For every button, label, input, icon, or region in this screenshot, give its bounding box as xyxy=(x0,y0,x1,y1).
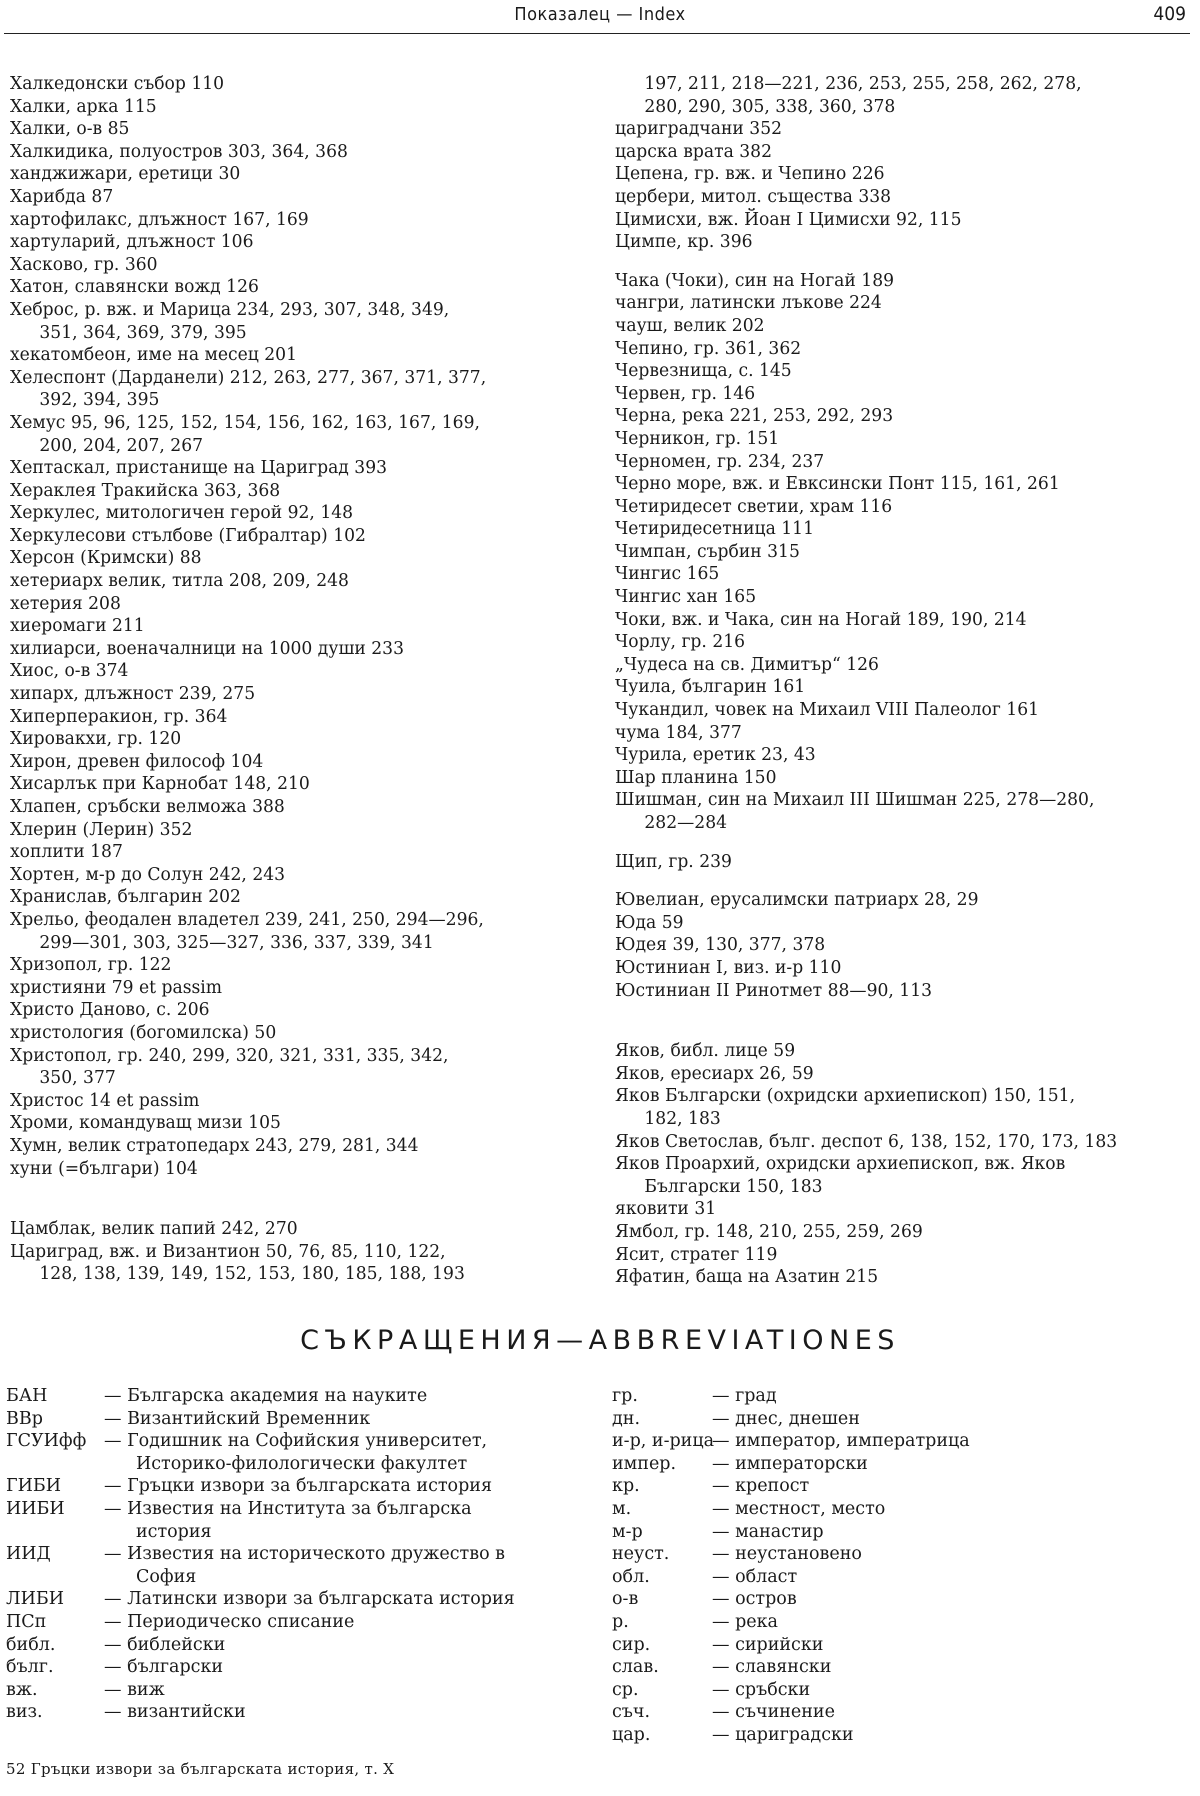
index-entry-line: Хризопол, гр. 122 xyxy=(10,955,172,976)
index-entry xyxy=(10,1241,588,1286)
abbreviation-term: обл. xyxy=(612,1566,650,1587)
abbreviation-row xyxy=(612,1453,1172,1476)
index-entry-line: хоплити 187 xyxy=(10,842,123,863)
index-entry xyxy=(10,141,588,164)
index-entry xyxy=(615,518,1193,541)
abbreviation-row xyxy=(6,1701,586,1724)
index-entry-line: хипарх, длъжност 239, 275 xyxy=(10,684,256,705)
index-entry-line: Чимпан, сърбин 315 xyxy=(615,541,800,562)
index-entry-line: Хиперперакион, гр. 364 xyxy=(10,706,228,727)
index-entry xyxy=(10,1022,588,1045)
index-entry-line: Халкидика, полуостров 303, 364, 368 xyxy=(10,141,348,162)
abbreviation-definition: — река xyxy=(712,1611,778,1632)
index-entry xyxy=(615,744,1193,767)
abbreviation-definition: — Латински извори за българската история xyxy=(104,1589,515,1610)
index-entry xyxy=(615,609,1193,632)
index-entry-line: хартофилакс, длъжност 167, 169 xyxy=(10,209,309,230)
index-entry-line: Шар планина 150 xyxy=(615,767,777,788)
index-entry xyxy=(615,383,1193,406)
index-entry xyxy=(10,480,588,503)
index-entry xyxy=(615,428,1193,451)
abbreviation-row xyxy=(612,1611,1172,1634)
abbreviation-definition: — манастир xyxy=(712,1521,824,1542)
index-entry xyxy=(615,1266,1193,1289)
index-entry-line: Хроми, командуващ мизи 105 xyxy=(10,1113,281,1134)
index-entry xyxy=(615,912,1193,935)
index-entry xyxy=(615,73,1193,118)
index-entry xyxy=(10,502,588,525)
index-entry xyxy=(10,864,588,887)
index-entry xyxy=(615,1153,1193,1198)
index-entry-line: Хиос, о-в 374 xyxy=(10,661,129,682)
index-entry xyxy=(10,231,588,254)
index-entry xyxy=(10,773,588,796)
index-entry xyxy=(615,270,1193,293)
abbreviation-definition: — цариградски xyxy=(712,1724,854,1745)
abbreviation-definition: — славянски xyxy=(712,1657,832,1678)
abbreviation-definition: Историко-филологически факултет xyxy=(136,1453,468,1474)
index-entry xyxy=(615,496,1193,519)
index-entry-line: Хранислав, българин 202 xyxy=(10,887,241,908)
index-entry xyxy=(615,699,1193,722)
index-entry xyxy=(10,96,588,119)
index-entry-line: Четиридесетница 111 xyxy=(615,519,814,540)
index-entry-line: Хлерин (Лерин) 352 xyxy=(10,819,193,840)
index-entry-line: Хисарлък при Карнобат 148, 210 xyxy=(10,774,310,795)
index-entry-line: Юда 59 xyxy=(615,912,684,933)
index-entry xyxy=(615,889,1193,912)
index-entry xyxy=(615,789,1193,834)
index-entry-line: Чуила, българин 161 xyxy=(615,677,806,698)
index-entry-line: Халкедонски събор 110 xyxy=(10,74,225,94)
index-entry-line: Червен, гр. 146 xyxy=(615,383,756,404)
index-entry xyxy=(615,957,1193,980)
index-entry-line: христология (богомилска) 50 xyxy=(10,1022,277,1043)
index-entry-line: Хрельо, феодален владетел 239, 241, 250, 294—296, xyxy=(10,909,484,930)
abbreviation-term: слав. xyxy=(612,1657,659,1678)
index-entry xyxy=(10,73,588,96)
index-entry-line: Цамблак, велик папий 242, 270 xyxy=(10,1219,298,1240)
abbreviation-definition: — български xyxy=(104,1657,224,1678)
index-entry-line: цербери, митол. същества 338 xyxy=(615,186,892,207)
abbreviation-row xyxy=(612,1475,1172,1498)
index-entry xyxy=(10,638,588,661)
abbreviation-term: и-р, и-рица xyxy=(612,1431,715,1452)
index-entry-line: яковити 31 xyxy=(615,1199,717,1220)
index-entry xyxy=(10,593,588,616)
index-entry-line: Хасково, гр. 360 xyxy=(10,254,158,275)
abbreviation-row xyxy=(6,1475,586,1498)
index-entry-line: Хирон, древен философ 104 xyxy=(10,751,264,772)
index-entry-line: Хлапен, сръбски велможа 388 xyxy=(10,797,285,817)
abbreviation-row xyxy=(6,1430,586,1453)
index-entry-line: Чака (Чоки), син на Ногай 189 xyxy=(615,270,895,291)
index-entry xyxy=(615,1063,1193,1086)
abbreviation-row xyxy=(612,1543,1172,1566)
index-entry-line: хиеромаги 211 xyxy=(10,616,145,637)
index-entry xyxy=(10,660,588,683)
index-entry xyxy=(615,209,1193,232)
index-entry-line: Черно море, вж. и Евксински Понт 115, 161, 261 xyxy=(615,474,1060,495)
page-number: 409 xyxy=(1153,3,1186,25)
index-entry-continuation: 197, 211, 218—221, 236, 253, 255, 258, 262, 278, xyxy=(644,74,1082,94)
abbreviation-definition: София xyxy=(136,1566,197,1587)
index-entry-line: християни 79 et passim xyxy=(10,977,223,998)
index-entry-line: Цимпе, кр. 396 xyxy=(615,232,753,253)
abbreviation-term: ПСп xyxy=(6,1611,47,1632)
abbreviations-column-left xyxy=(6,1385,586,1724)
index-entry xyxy=(615,1221,1193,1244)
abbreviation-row xyxy=(612,1385,1172,1408)
index-entry xyxy=(10,186,588,209)
index-entry-line: Червезнища, с. 145 xyxy=(615,361,792,382)
index-entry-line: Харибда 87 xyxy=(10,186,114,207)
index-entry-line: хартуларий, длъжност 106 xyxy=(10,232,254,253)
index-entry xyxy=(615,118,1193,141)
abbreviations-column-right xyxy=(612,1385,1172,1747)
abbreviation-row xyxy=(612,1430,1172,1453)
index-entry xyxy=(10,1135,588,1158)
abbreviation-definition: — крепост xyxy=(712,1476,810,1497)
abbreviation-row xyxy=(6,1498,586,1521)
abbreviation-term: ВВр xyxy=(6,1408,43,1429)
index-column-left xyxy=(10,73,588,1286)
abbreviation-definition: — град xyxy=(712,1386,777,1406)
abbreviation-term: о-в xyxy=(612,1589,639,1610)
index-entry xyxy=(10,547,588,570)
index-entry xyxy=(10,999,588,1022)
index-entry xyxy=(10,683,588,706)
index-entry-continuation: 350, 377 xyxy=(39,1068,116,1089)
abbreviation-term: неуст. xyxy=(612,1544,670,1565)
index-entry xyxy=(615,473,1193,496)
index-entry xyxy=(10,1158,588,1181)
index-entry-line: Юстиниан I, виз. и-р 110 xyxy=(615,957,842,978)
entry-gap xyxy=(615,1002,1193,1040)
index-entry-line: Христос 14 et passim xyxy=(10,1090,200,1111)
index-entry xyxy=(615,1244,1193,1267)
abbreviation-term: съч. xyxy=(612,1702,651,1723)
index-entry-line: хетерия 208 xyxy=(10,593,121,614)
abbreviation-term: м-р xyxy=(612,1521,643,1542)
index-entry-line: Чоки, вж. и Чака, син на Ногай 189, 190, 214 xyxy=(615,609,1027,630)
index-entry xyxy=(10,1090,588,1113)
index-entry-line: чума 184, 377 xyxy=(615,722,742,743)
abbreviation-row xyxy=(6,1611,586,1634)
index-entry-line: Христопол, гр. 240, 299, 320, 321, 331, 335, 342, xyxy=(10,1045,449,1066)
abbreviation-term: виз. xyxy=(6,1702,43,1723)
abbreviation-term: бълг. xyxy=(6,1657,54,1678)
abbreviation-definition: — Известия на Института за българска xyxy=(104,1498,472,1519)
abbreviation-row xyxy=(612,1634,1172,1657)
abbreviation-definition: — неустановено xyxy=(712,1544,862,1565)
abbreviation-definition: — виж xyxy=(104,1679,165,1700)
index-entry xyxy=(615,563,1193,586)
index-entry xyxy=(615,631,1193,654)
index-entry-line: Яков Светослав, бълг. деспот 6, 138, 152, 170, 173, 183 xyxy=(615,1131,1118,1152)
index-entry xyxy=(10,909,588,954)
index-entry xyxy=(615,360,1193,383)
abbreviations-heading: СЪКРАЩЕНИЯ—ABBREVIATIONES xyxy=(300,1325,900,1356)
index-entry xyxy=(615,1085,1193,1130)
index-entry-line: Чингис 165 xyxy=(615,564,720,585)
index-entry-line: царска врата 382 xyxy=(615,141,772,162)
index-entry-line: Христо Даново, с. 206 xyxy=(10,1000,210,1021)
entry-gap xyxy=(10,1180,588,1218)
abbreviation-definition: — император, императрица xyxy=(712,1431,970,1452)
abbreviation-definition: — местност, место xyxy=(712,1498,886,1519)
index-entry-line: Черномен, гр. 234, 237 xyxy=(615,451,825,472)
abbreviation-definition: — остров xyxy=(712,1589,797,1610)
abbreviation-definition: — императорски xyxy=(712,1453,868,1474)
index-entry-line: Юдея 39, 130, 377, 378 xyxy=(615,935,826,956)
index-entry-line: Цариград, вж. и Византион 50, 76, 85, 110, 122, xyxy=(10,1241,446,1262)
index-entry xyxy=(10,1045,588,1090)
index-entry-line: Четиридесет светии, храм 116 xyxy=(615,496,893,517)
index-entry xyxy=(10,344,588,367)
index-entry-continuation: 392, 394, 395 xyxy=(39,390,160,411)
index-entry xyxy=(615,980,1193,1003)
index-entry xyxy=(615,586,1193,609)
abbreviation-term: ср. xyxy=(612,1679,639,1700)
index-entry-line: хекатомбеон, име на месец 201 xyxy=(10,345,297,366)
abbreviation-row xyxy=(612,1701,1172,1724)
index-entry xyxy=(615,141,1193,164)
index-entry-line: Хортен, м-р до Солун 242, 243 xyxy=(10,864,286,885)
index-entry-line: Хераклея Тракийска 363, 368 xyxy=(10,480,281,501)
entry-gap xyxy=(615,873,1193,889)
index-entry-line: Хеброс, р. вж. и Марица 234, 293, 307, 348, 349, xyxy=(10,299,450,320)
index-entry xyxy=(10,118,588,141)
index-entry xyxy=(10,954,588,977)
abbreviation-term: ГИБИ xyxy=(6,1476,61,1497)
abbreviation-row xyxy=(6,1634,586,1657)
index-entry-line: Черна, река 221, 253, 292, 293 xyxy=(615,406,894,427)
index-entry-line: Херкулес, митологичен герой 92, 148 xyxy=(10,503,354,524)
index-entry xyxy=(10,751,588,774)
abbreviation-row xyxy=(612,1724,1172,1747)
index-entry xyxy=(10,706,588,729)
index-entry-line: Цепена, гр. вж. и Чепино 226 xyxy=(615,164,885,185)
abbreviation-definition: — днес, днешен xyxy=(712,1408,860,1429)
abbreviation-row xyxy=(6,1521,586,1544)
index-entry-line: Херсон (Кримски) 88 xyxy=(10,548,202,569)
index-entry-continuation: 200, 204, 207, 267 xyxy=(39,435,204,456)
entry-gap xyxy=(615,254,1193,270)
abbreviation-term: р. xyxy=(612,1611,629,1632)
index-entry-continuation: 351, 364, 369, 379, 395 xyxy=(39,322,247,343)
index-entry-continuation: 280, 290, 305, 338, 360, 378 xyxy=(644,96,896,117)
index-entry xyxy=(615,315,1193,338)
index-entry-line: Чепино, гр. 361, 362 xyxy=(615,338,802,359)
index-entry-line: чангри, латински лъкове 224 xyxy=(615,293,882,314)
index-entry xyxy=(10,254,588,277)
abbreviation-definition: — византийски xyxy=(104,1702,246,1723)
abbreviation-definition: история xyxy=(136,1521,212,1542)
index-entry-line: Яков Български (охридски архиепископ) 150, 151, xyxy=(615,1086,1076,1107)
index-entry-line: хилиарси, военачалници на 1000 души 233 xyxy=(10,638,405,659)
index-entry xyxy=(615,654,1193,677)
index-entry-line: Хемус 95, 96, 125, 152, 154, 156, 162, 163, 167, 169, xyxy=(10,412,480,433)
index-entry-line: Яков, библ. лице 59 xyxy=(615,1041,796,1062)
index-entry xyxy=(615,186,1193,209)
index-entry xyxy=(615,767,1193,790)
abbreviation-row xyxy=(6,1543,586,1566)
abbreviation-definition: — Годишник на Софийския университет, xyxy=(104,1431,488,1452)
abbreviation-definition: — Гръцки извори за българската история xyxy=(104,1476,492,1497)
index-entry-line: Ямбол, гр. 148, 210, 255, 259, 269 xyxy=(615,1221,923,1242)
abbreviation-term: цар. xyxy=(612,1724,651,1745)
abbreviation-row xyxy=(6,1566,586,1589)
abbreviation-term: сир. xyxy=(612,1634,651,1655)
index-entry-line: Яков Проархий, охридски архиепископ, вж. Яков xyxy=(615,1154,1066,1175)
index-entry xyxy=(10,615,588,638)
index-entry xyxy=(10,1218,588,1241)
index-entry-line: Херкулесови стълбове (Гибралтар) 102 xyxy=(10,525,366,546)
index-entry-line: Хатон, славянски вожд 126 xyxy=(10,277,259,298)
index-entry-line: Черникон, гр. 151 xyxy=(615,428,780,449)
running-header xyxy=(0,0,1200,38)
index-entry xyxy=(615,722,1193,745)
index-entry xyxy=(615,541,1193,564)
index-entry xyxy=(10,728,588,751)
abbreviation-row xyxy=(6,1385,586,1408)
index-entry-line: Хелеспонт (Дарданели) 212, 263, 277, 367, 371, 377, xyxy=(10,367,487,388)
abbreviation-row xyxy=(612,1498,1172,1521)
header-rule xyxy=(4,33,1190,34)
abbreviation-definition: — сръбски xyxy=(712,1679,811,1700)
abbreviation-term: БАН xyxy=(6,1386,48,1406)
index-entry xyxy=(615,1131,1193,1154)
abbreviation-row xyxy=(612,1521,1172,1544)
index-entry-line: Хумн, велик стратопедарх 243, 279, 281, 344 xyxy=(10,1135,419,1156)
abbreviation-definition: — сирийски xyxy=(712,1634,824,1655)
index-entry-continuation: 282—284 xyxy=(644,813,728,833)
index-entry xyxy=(10,412,588,457)
index-entry xyxy=(615,292,1193,315)
index-entry-line: хуни (=българи) 104 xyxy=(10,1158,198,1179)
abbreviation-row xyxy=(612,1656,1172,1679)
abbreviation-row xyxy=(6,1679,586,1702)
index-entry xyxy=(10,1112,588,1135)
index-entry-line: Ювелиан, ерусалимски патриарх 28, 29 xyxy=(615,890,979,911)
abbreviation-definition: — Периодическо списание xyxy=(104,1611,355,1632)
abbreviation-row xyxy=(6,1408,586,1431)
index-entry xyxy=(10,841,588,864)
index-entry xyxy=(615,338,1193,361)
abbreviation-term: м. xyxy=(612,1498,632,1519)
index-entry xyxy=(10,977,588,1000)
index-entry-line: хетериарх велик, титла 208, 209, 248 xyxy=(10,571,349,592)
index-entry-line: Чукандил, човек на Михаил VIII Палеолог 161 xyxy=(615,700,1040,721)
abbreviation-term: дн. xyxy=(612,1408,641,1429)
index-entry xyxy=(10,276,588,299)
index-entry xyxy=(615,851,1193,874)
index-entry xyxy=(10,796,588,819)
index-entry-line: ханджижари, еретици 30 xyxy=(10,164,241,185)
abbreviation-row xyxy=(6,1588,586,1611)
abbreviation-row xyxy=(612,1566,1172,1589)
abbreviation-term: ЛИБИ xyxy=(6,1589,64,1610)
index-entry-line: Щип, гр. 239 xyxy=(615,851,732,872)
abbreviation-term: импер. xyxy=(612,1453,677,1474)
index-entry xyxy=(10,819,588,842)
index-entry xyxy=(10,299,588,344)
index-entry-line: Халки, о-в 85 xyxy=(10,119,130,140)
abbreviation-row xyxy=(612,1679,1172,1702)
abbreviation-term: кр. xyxy=(612,1476,640,1497)
index-entry xyxy=(615,934,1193,957)
abbreviation-row xyxy=(6,1656,586,1679)
index-entry-continuation: 128, 138, 139, 149, 152, 153, 180, 185, 188, 193 xyxy=(39,1264,465,1285)
abbreviation-row xyxy=(6,1453,586,1476)
index-entry-continuation: 299—301, 303, 325—327, 336, 337, 339, 341 xyxy=(39,932,434,953)
index-entry-line: „Чудеса на св. Димитър“ 126 xyxy=(615,654,879,675)
index-entry-line: Хептаскал, пристанище на Цариград 393 xyxy=(10,458,388,479)
index-entry xyxy=(10,367,588,412)
footer-signature: 52 Гръцки извори за българската история, т. X xyxy=(6,1760,395,1778)
index-entry-line: Шишман, син на Михаил III Шишман 225, 278—280, xyxy=(615,790,1095,811)
abbreviation-definition: — съчинение xyxy=(712,1702,835,1723)
index-entry-line: Яков, ересиарх 26, 59 xyxy=(615,1063,814,1084)
abbreviation-definition: — област xyxy=(712,1566,798,1587)
index-entry-continuation: 182, 183 xyxy=(644,1108,721,1129)
index-entry-line: Чурила, еретик 23, 43 xyxy=(615,745,816,766)
abbreviation-term: вж. xyxy=(6,1679,38,1700)
abbreviation-term: ИИБИ xyxy=(6,1498,65,1519)
index-entry xyxy=(615,451,1193,474)
index-entry-continuation: Български 150, 183 xyxy=(644,1176,823,1197)
index-entry xyxy=(10,886,588,909)
index-entry-line: Хировакхи, гр. 120 xyxy=(10,729,182,750)
index-entry-line: Цимисхи, вж. Йоан I Цимисхи 92, 115 xyxy=(615,209,962,230)
index-entry xyxy=(615,1040,1193,1063)
entry-gap xyxy=(615,835,1193,851)
abbreviation-term: гр. xyxy=(612,1386,638,1406)
index-entry-line: Чорлу, гр. 216 xyxy=(615,632,746,653)
index-column-right xyxy=(615,73,1193,1289)
index-entry-line: цариградчани 352 xyxy=(615,119,783,140)
index-entry-line: Ясит, стратег 119 xyxy=(615,1244,778,1265)
abbreviation-row xyxy=(612,1588,1172,1611)
abbreviation-term: библ. xyxy=(6,1634,56,1655)
abbreviation-term: ГСУИфф xyxy=(6,1431,87,1452)
index-entry xyxy=(615,405,1193,428)
index-entry-line: Яфатин, баща на Азатин 215 xyxy=(615,1267,879,1288)
index-entry xyxy=(10,163,588,186)
index-entry xyxy=(10,209,588,232)
abbreviation-definition: — Известия на историческото дружество в xyxy=(104,1544,506,1565)
index-entry-line: чауш, велик 202 xyxy=(615,315,765,336)
index-entry-line: Чингис хан 165 xyxy=(615,587,757,608)
index-entry xyxy=(10,457,588,480)
index-entry xyxy=(615,163,1193,186)
index-entry-line: Юстиниан II Ринотмет 88—90, 113 xyxy=(615,980,933,1001)
abbreviation-definition: — Българска академия на науките xyxy=(104,1386,428,1406)
abbreviation-definition: — Византийский Временник xyxy=(104,1408,371,1429)
running-title: Показалец — Index xyxy=(514,4,686,25)
index-entry xyxy=(10,570,588,593)
index-entry xyxy=(10,525,588,548)
abbreviation-row xyxy=(612,1408,1172,1431)
index-entry xyxy=(615,676,1193,699)
index-entry xyxy=(615,1198,1193,1221)
index-entry-line: Халки, арка 115 xyxy=(10,96,157,117)
abbreviation-definition: — библейски xyxy=(104,1634,226,1655)
abbreviation-term: ИИД xyxy=(6,1544,51,1565)
index-entry xyxy=(615,231,1193,254)
